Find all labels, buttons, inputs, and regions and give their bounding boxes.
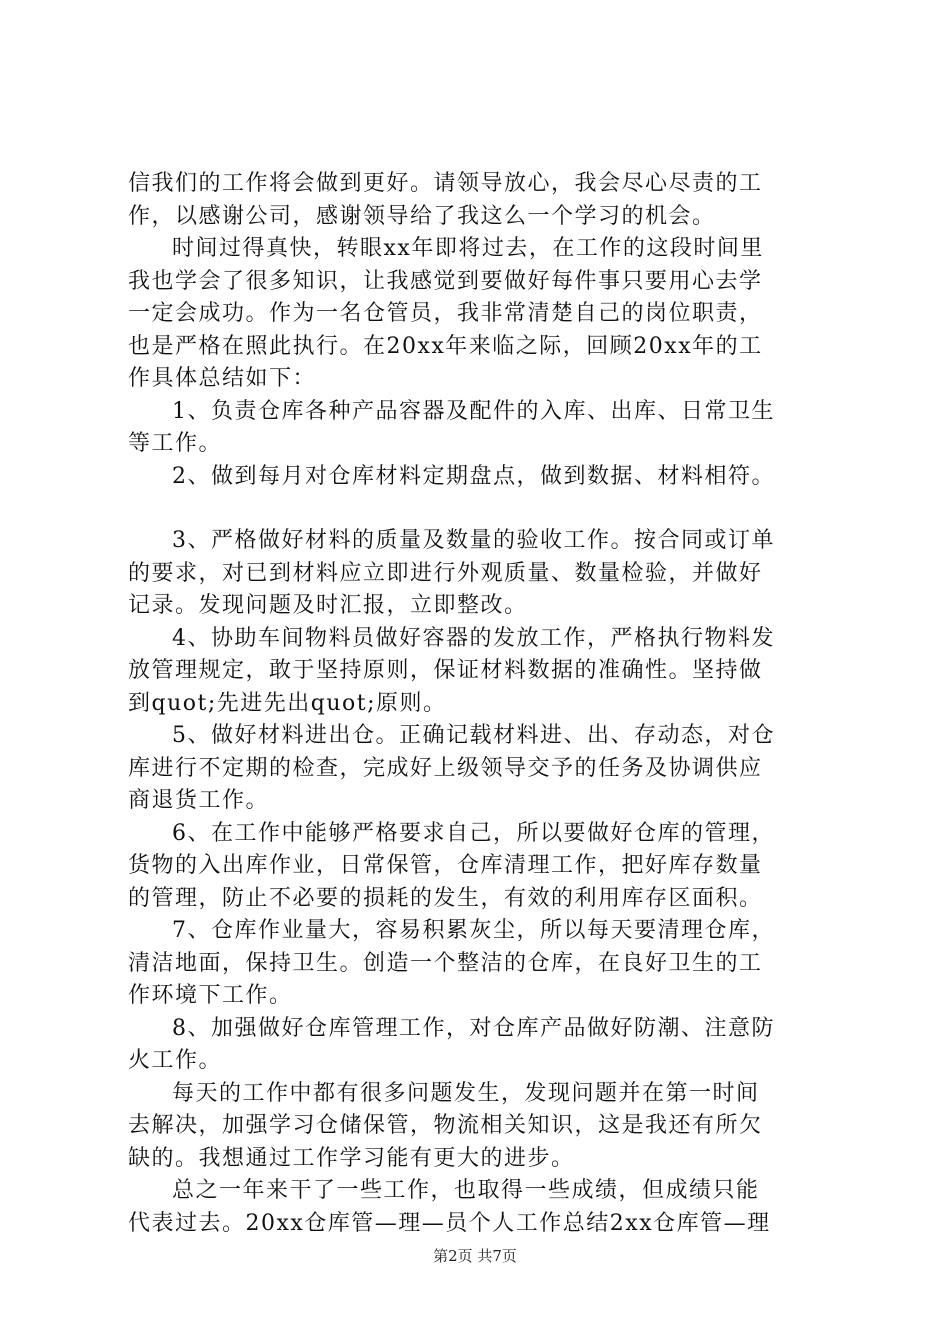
- text-line: 时间过得真快，转眼xx年即将过去，在工作的这段时间里: [172, 236, 764, 261]
- text-line: 7、仓库作业量大，容易积累灰尘，所以每天要清理仓库，: [172, 918, 775, 943]
- text-line: 库进行不定期的检查，完成好上级领导交予的任务及协调供应: [128, 755, 763, 781]
- text-line: 缺的。我想通过工作学习能有更大的进步。: [128, 1145, 575, 1171]
- text-line: 代表过去。20xx仓库管—理—员个人工作总结2xx仓库管—理: [128, 1210, 771, 1236]
- text-line: 等工作。: [128, 431, 223, 456]
- text-line: 货物的入出库作业，日常保管，仓库清理工作，把好库存数量: [128, 853, 763, 878]
- text-line: 作具体总结如下：: [128, 366, 317, 391]
- text-line: 作，以感谢公司，感谢领导给了我这么一个学习的机会。: [128, 203, 716, 229]
- text-line: 也是严格在照此执行。在20xx年来临之际，回顾20xx年的工: [128, 333, 763, 359]
- text-line: 记录。发现问题及时汇报，立即整改。: [128, 593, 528, 618]
- text-line: 的要求，对已到材料应立即进行外观质量、数量检验，并做好: [128, 560, 763, 586]
- text-line: 4、协助车间物料员做好容器的发放工作，严格执行物料发: [172, 625, 775, 651]
- text-line: 的管理，防止不必要的损耗的发生，有效的利用库存区面积。: [128, 885, 763, 911]
- text-line: 1、负责仓库各种产品容器及配件的入库、出库、日常卫生: [172, 398, 775, 424]
- paragraph-gap: [128, 493, 828, 525]
- text-line: 信我们的工作将会做到更好。请领导放心，我会尽心尽责的工: [128, 171, 763, 196]
- text-line: 6、在工作中能够严格要求自己，所以要做好仓库的管理，: [172, 820, 775, 846]
- document-body: [128, 168, 828, 1240]
- text-line: 去解决，加强学习仓储保管，物流相关知识，这是我还有所欠: [128, 1113, 763, 1138]
- text-line: 放管理规定，敢于坚持原则，保证材料数据的准确性。坚持做: [128, 658, 763, 683]
- text-line: 商退货工作。: [128, 788, 270, 813]
- text-line: 作环境下工作。: [128, 983, 293, 1008]
- text-line: 2、做到每月对仓库材料定期盘点，做到数据、材料相符。: [172, 463, 775, 489]
- text-line: 3、严格做好材料的质量及数量的验收工作。按合同或订单: [172, 528, 775, 553]
- page-footer: 第2页 共7页: [433, 1247, 517, 1265]
- text-line: 8、加强做好仓库管理工作，对仓库产品做好防潮、注意防: [172, 1015, 775, 1041]
- text-line: 每天的工作中都有很多问题发生，发现问题并在第一时间: [172, 1080, 760, 1106]
- text-line: 总之一年来干了一些工作，也取得一些成绩，但成绩只能: [172, 1178, 760, 1203]
- text-line: 一定会成功。作为一名仓管员，我非常清楚自己的岗位职责，: [128, 301, 763, 326]
- text-line: 火工作。: [128, 1048, 223, 1073]
- text-line: 到quot;先进先出quot;原则。: [128, 690, 447, 716]
- text-line: 我也学会了很多知识，让我感觉到要做好每件事只要用心去学: [128, 268, 763, 294]
- text-line: 清洁地面，保持卫生。创造一个整洁的仓库，在良好卫生的工: [128, 950, 763, 976]
- text-line: 5、做好材料进出仓。正确记载材料进、出、存动态，对仓: [172, 723, 775, 748]
